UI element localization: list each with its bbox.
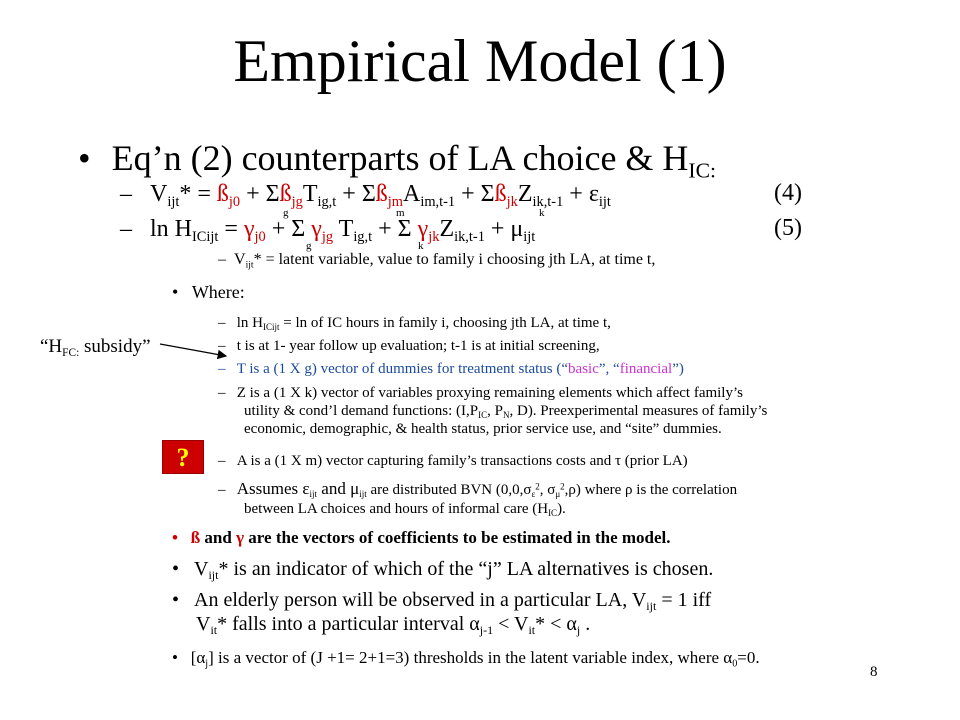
elderly-bullet: • An elderly person will be observed in a particular LA, $V_{ijt} = 1$ iff $V_{it}*$ falls into a particular interval $\alpha_{j-1} < V_{it}* < \alpha_j$ . [172,589,712,638]
where-lnh: – $\ln H_{ICijt} = \ln$ of IC hours in family i, choosing jth LA, at time t, [218,315,611,333]
page-number: 8 [870,664,878,680]
where-assumes: – Assumes $\varepsilon_{ijt}$ and $\mu_{ijt}$ are distributed BVN ($0,0,\sigma_\varepsilon^2$, $\sigma_\mu^2,\rho$) where ρ is the correlation between LA choices and hours of informal care $(H_{IC})$. [218,479,738,519]
question-mark-box: ? [162,440,204,474]
where-Z: – Z is a (1 X k) vector of variables proxying remaining elements which affect family’s utility & cond’l demand functions: ($I,P_{IC}$, $P_N$, D). Preexperimental measures of family’s economic, demographic, & health status, prior service use, and “site” dummies. [218,385,768,437]
equation-5-number: (5) [774,215,802,241]
where-T: – T is a (1 X g) vector of dummies for treatment status (“basic”, “financial”) [218,361,684,377]
equation-5: – $\ln H_{ICijt} = \gamma_{j0} + \Sigma$ $\gamma_{jg}$ $T_{ig,t} + \Sigma$ $\gamma_{jk}Z_{ik,t-1} + \mu_{ijt}$ [120,216,536,246]
eq4-under-m: m [396,207,405,219]
eq5-under-k: k [418,240,424,252]
callout-label: “$H_{FC:}$ subsidy” [40,336,151,359]
coefficients-bullet: • ß and γ are the vectors of coefficients to be estimated in the model. [172,528,671,547]
eq4-under-g: g [283,207,289,219]
eq5-under-g: g [306,240,312,252]
where-A: – A is a (1 X m) vector capturing family’s transactions costs and τ (prior LA) [218,453,688,469]
thresholds-bullet: • $[\alpha_j]$ is a vector of (J +1= 2+1=3) thresholds in the latent variable index, where $\alpha_0=0$. [172,648,760,670]
where-bullet: • Where: [172,282,245,302]
equation-4-number: (4) [774,180,802,206]
bullet-dot: • [78,138,91,178]
bullet-text: Eq’n (2) counterparts of LA choice & $H_{IC:}$ [111,138,717,183]
slide-title: Empirical Model (1) [233,28,727,94]
eq4-under-k: k [539,207,545,219]
v-definition: – $V_{ijt}*$ = latent variable, value to family i choosing jth LA, at time t, [218,251,656,271]
where-t: – t is at 1- year follow up evaluation; t-1 is at initial screening, [218,338,600,354]
indicator-bullet: • $V_{ijt}*$ is an indicator of which of the “j” LA alternatives is chosen. [172,558,714,583]
equation-4: – $V_{ijt}*$ = $ß_{j0}$ + $\Sigma ß_{jg}T_{ig,t}$ + $\Sigma ß_{jm}A_{im,t-1}$ + $\Sigma ß_{jk}Z_{ik,t-1} + \varepsilon_{ijt}$ [120,181,611,211]
